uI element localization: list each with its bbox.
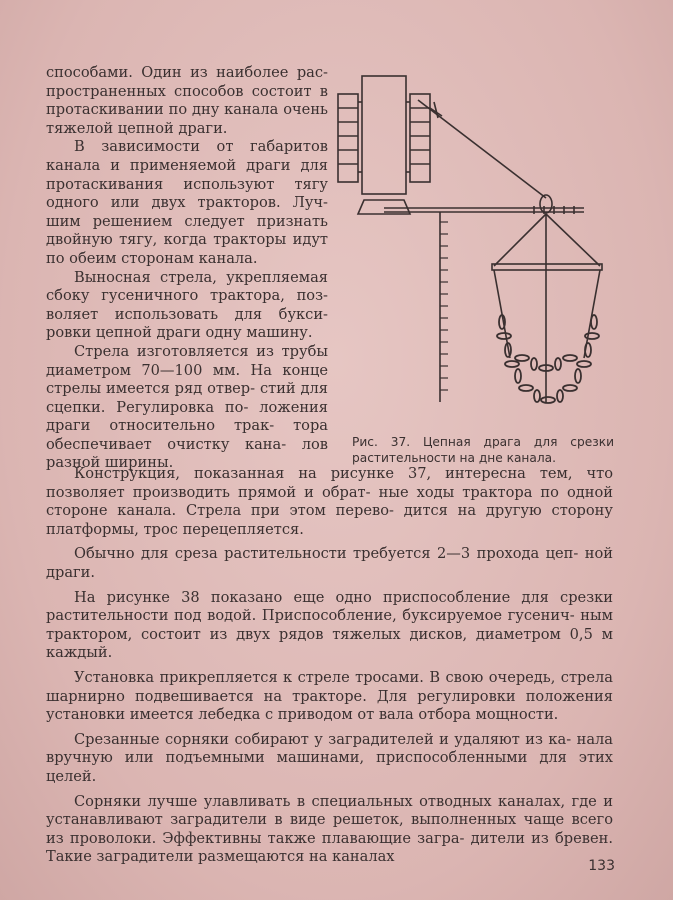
paragraph: На рисунке 38 показано еще одно приспособление для срезки растительности под водой. Приспособление, буксируемое гусенич- ным трактором, состоит из двух рядов тяжелых дисков, диаметром 0,5 м каждый. [46,588,613,662]
paragraph: Выносная стрела, укрепляемая сбоку гусеничного трактора, поз- воляет использовать для букси- ровки цепной драги одну машину. [46,268,328,342]
paragraph: Срезанные сорняки собирают у заградителей и удаляют из ка- нала вручную или подъемными машинами, приспособленными для этих целей. [46,730,613,785]
paragraph: В зависимости от габаритов канала и применяемой драги для протаскивания используют тягу одного или двух тракторов. Луч- шим решением следует признать двойную тягу, когда тракторы идут по обеим сторонам канала. [46,138,328,267]
paragraph: Конструкция, показанная на рисунке 37, интересна тем, что позволяет производить прямой и обрат- ные ходы трактора по одной стороне канала. Стрела при этом перево- дится на другую сторону платформы, трос перецепляется. [46,465,613,538]
figure-chain-dredge [334,72,624,432]
paragraph: Сорняки лучше улавливать в специальных отводных каналах, где и устанавливают заградители в виде решеток, выполненных чаще всего из проволоки. Эффективны также плавающие загра- дители из бревен. Такие заградители размещаются на каналах [46,792,613,866]
page-number: 133 [588,858,615,874]
figure-caption: Рис. 37. Цепная драга для срезки растительности на дне канала. [352,435,614,465]
paragraph: Установка прикрепляется к стреле тросами. В свою очередь, стрела шарнирно подвешивается на тракторе. Для регулировки положения установки имеется лебедка с приводом от вала отбора мощности. [46,668,613,724]
paragraph: способами. Один из наиболее рас- пространенных способов состоит в протаскивании по дну канала очень тяжелой цепной драги. [46,64,328,137]
full-width-text [46,465,613,867]
paragraph: Обычно для среза растительности требуется 2—3 прохода цеп- ной драги. [46,545,613,581]
left-text-column [46,64,328,473]
paragraph: Стрела изготовляется из трубы диаметром 70—100 мм. На конце стрелы имеется ряд отвер- стий для сцепки. Регулировка по- ложения драги относительно трак- тора обеспечивает очистку кана- лов разной ширины. [46,342,328,472]
chain [497,315,599,403]
